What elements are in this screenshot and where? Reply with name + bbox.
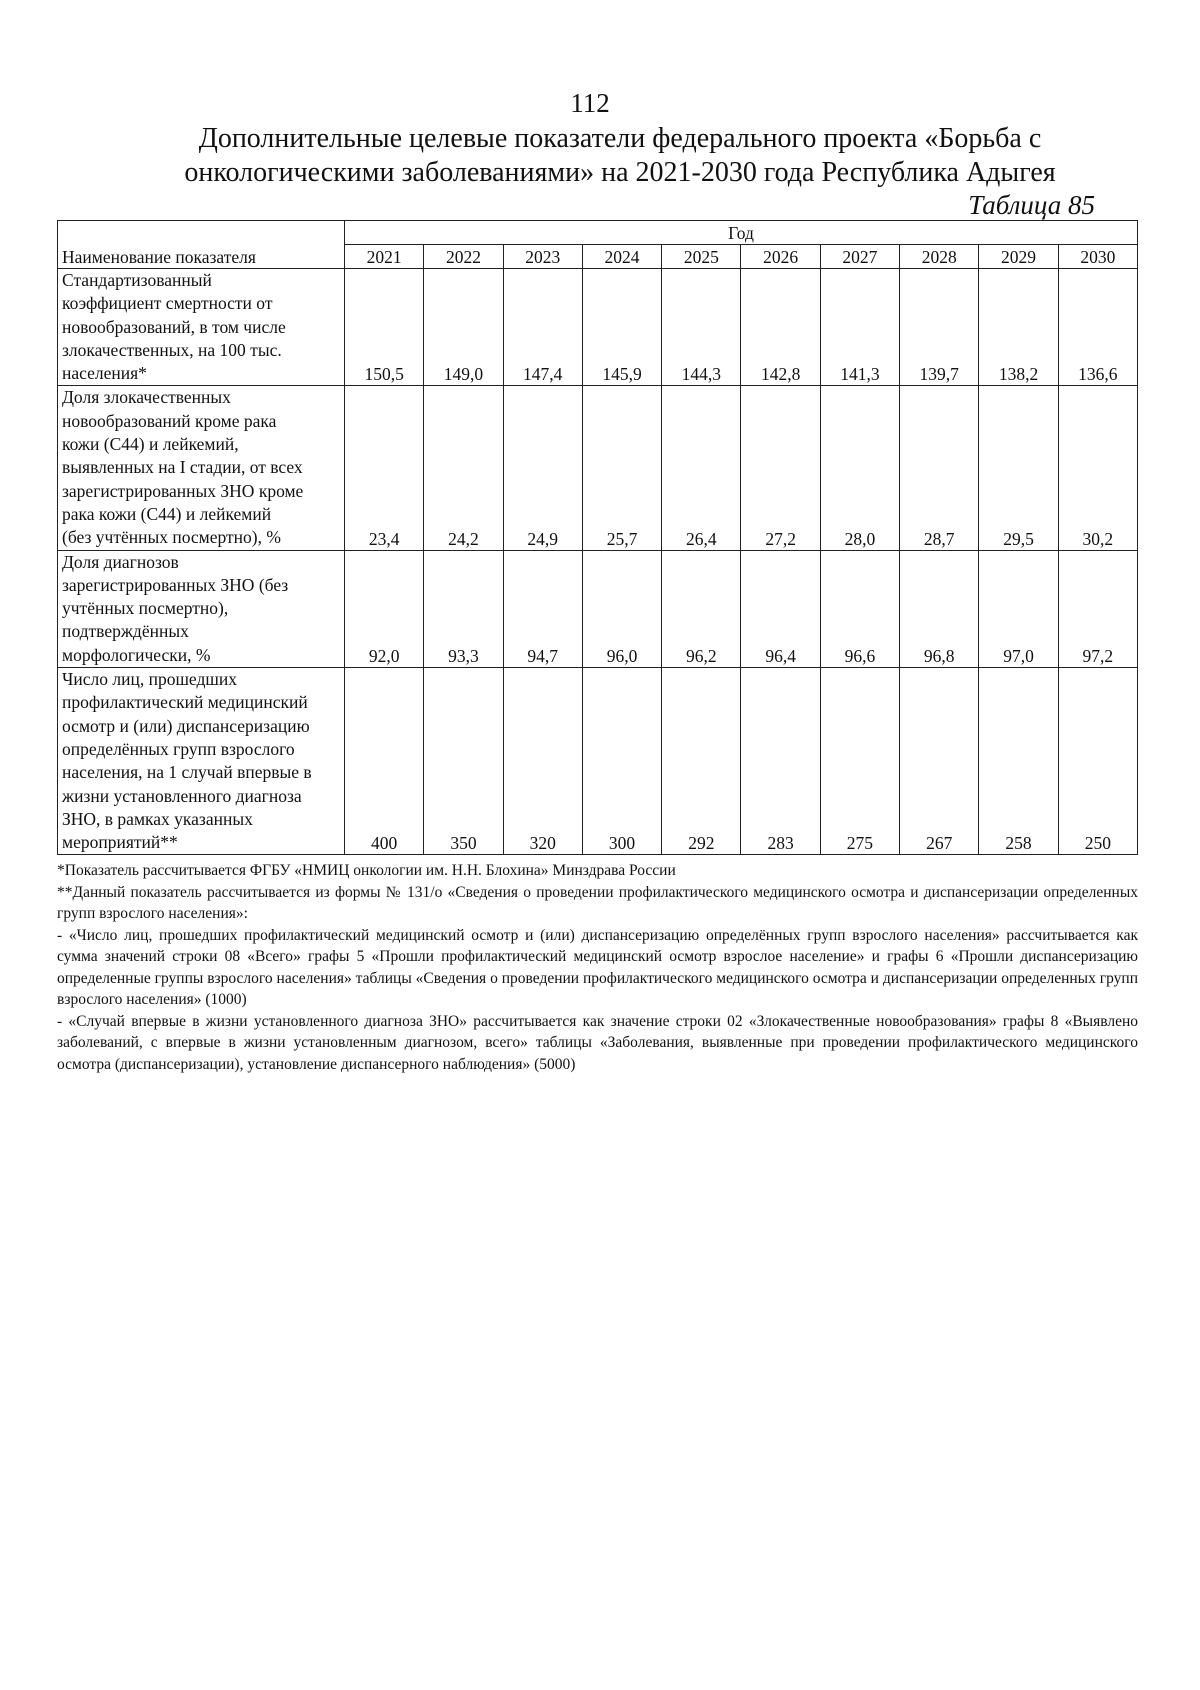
- year-header: 2023: [503, 245, 582, 269]
- document-title: [60, 122, 1180, 190]
- indicator-name-line: Доля злокачественных: [62, 387, 231, 408]
- indicator-value: 320: [503, 668, 582, 855]
- indicator-name: [58, 386, 345, 550]
- indicator-name-line: жизни установленного диагноза: [62, 785, 302, 806]
- indicator-name-line: ЗНО, в рамках указанных: [62, 808, 253, 829]
- footnote: - «Случай впервые в жизни установленного диагноза ЗНО» рассчитывается как значение строки 02 «Злокачественные новообразования» графы 8 «Выявлено заболеваний, с впервые в жизни установленным диагнозом, всего» таблицы «Заболевания, выявленные при проведении профилактического медицинского осмотра (диспансеризации), установление диспансерного наблюдения» (5000): [57, 1012, 1138, 1073]
- table-header-row: [58, 221, 1138, 245]
- indicator-value: 142,8: [741, 269, 820, 386]
- indicator-value: 96,2: [662, 550, 741, 667]
- table-row: [58, 269, 1138, 386]
- title-line-2: онкологическими заболеваниями» на 2021-2030 года Республика Адыгея: [184, 157, 1056, 188]
- year-header: 2027: [820, 245, 899, 269]
- indicator-name-line: коэффициент смертности от: [62, 293, 273, 314]
- indicator-name-line: учтённых посмертно),: [62, 598, 229, 619]
- indicator-name-line: населения, на 1 случай впервые в: [62, 762, 312, 783]
- year-header: 2022: [424, 245, 503, 269]
- year-header: 2026: [741, 245, 820, 269]
- indicator-value: 92,0: [345, 550, 424, 667]
- indicator-value: 147,4: [503, 269, 582, 386]
- indicator-value: 267: [900, 668, 979, 855]
- indicator-name-line: определённых групп взрослого: [62, 738, 295, 759]
- indicator-value: 23,4: [345, 386, 424, 550]
- year-header: 2024: [582, 245, 661, 269]
- indicator-value: 138,2: [979, 269, 1058, 386]
- table-label: Таблица 85: [968, 190, 1095, 220]
- indicator-value: 350: [424, 668, 503, 855]
- indicator-name-line: морфологически, %: [62, 644, 211, 665]
- indicator-name-line: выявленных на I стадии, от всех: [62, 457, 303, 478]
- indicator-name-line: новообразований, в том числе: [62, 316, 286, 337]
- indicator-value: 275: [820, 668, 899, 855]
- table-body: [58, 269, 1138, 855]
- indicator-value: 300: [582, 668, 661, 855]
- year-header: 2028: [900, 245, 979, 269]
- indicator-value: 97,2: [1058, 550, 1137, 667]
- indicator-name-line: Число лиц, прошедших: [62, 669, 237, 690]
- title-line-1: Дополнительные целевые показатели федерального проекта «Борьба с: [198, 123, 1042, 154]
- indicator-value: 96,0: [582, 550, 661, 667]
- table-row: [58, 668, 1138, 855]
- indicator-name-line: зарегистрированных ЗНО кроме: [62, 480, 304, 501]
- year-header: 2025: [662, 245, 741, 269]
- indicators-table: [57, 220, 1138, 855]
- indicator-name-line: зарегистрированных ЗНО (без: [62, 574, 289, 595]
- indicator-value: 292: [662, 668, 741, 855]
- indicator-value: 24,9: [503, 386, 582, 550]
- indicator-value: 29,5: [979, 386, 1058, 550]
- indicator-name-line: кожи (С44) и лейкемий,: [62, 434, 239, 455]
- indicator-value: 96,6: [820, 550, 899, 667]
- indicator-name-line: новообразований кроме рака: [62, 410, 277, 431]
- indicator-name-line: Стандартизованный: [62, 270, 212, 290]
- indicator-value: 28,7: [900, 386, 979, 550]
- year-header: 2029: [979, 245, 1058, 269]
- indicator-value: 283: [741, 668, 820, 855]
- indicator-name-line: рака кожи (С44) и лейкемий: [62, 503, 272, 524]
- indicator-name-line: осмотр и (или) диспансеризацию: [62, 715, 310, 736]
- footnote: *Показатель рассчитывается ФГБУ «НМИЦ онкологии им. Н.Н. Блохина» Минздрава России: [57, 862, 676, 879]
- indicator-name-line: злокачественных, на 100 тыс.: [62, 339, 282, 360]
- table-row: [58, 550, 1138, 667]
- indicator-name-line: профилактический медицинский: [62, 692, 308, 713]
- indicator-value: 27,2: [741, 386, 820, 550]
- indicator-name-line: (без учтённых посмертно), %: [62, 527, 281, 548]
- indicator-value: 141,3: [820, 269, 899, 386]
- indicator-value: 30,2: [1058, 386, 1137, 550]
- indicator-value: 149,0: [424, 269, 503, 386]
- indicator-value: 25,7: [582, 386, 661, 550]
- indicator-value: 94,7: [503, 550, 582, 667]
- indicator-name-line: мероприятий**: [62, 832, 178, 853]
- indicator-name: [58, 668, 345, 855]
- indicator-value: 145,9: [582, 269, 661, 386]
- indicator-name-line: Доля диагнозов: [62, 551, 179, 572]
- indicator-value: 150,5: [345, 269, 424, 386]
- indicator-value: 26,4: [662, 386, 741, 550]
- indicator-value: 258: [979, 668, 1058, 855]
- indicator-value: 97,0: [979, 550, 1058, 667]
- page-number: 112: [570, 88, 610, 118]
- year-header: 2021: [345, 245, 424, 269]
- indicator-value: 139,7: [900, 269, 979, 386]
- indicator-name: [58, 269, 345, 386]
- indicator-value: 28,0: [820, 386, 899, 550]
- indicator-name: [58, 550, 345, 667]
- indicator-value: 93,3: [424, 550, 503, 667]
- indicator-name-line: населения*: [62, 363, 147, 384]
- indicator-value: 250: [1058, 668, 1137, 855]
- indicator-value: 24,2: [424, 386, 503, 550]
- indicator-name-line: подтверждённых: [62, 621, 189, 642]
- indicator-value: 136,6: [1058, 269, 1137, 386]
- indicator-value: 96,4: [741, 550, 820, 667]
- footnote: **Данный показатель рассчитывается из формы № 131/о «Сведения о проведении профилактического медицинского осмотра и диспансеризации определенных групп взрослого населения»:: [57, 883, 1138, 922]
- footnotes: [57, 860, 1138, 1075]
- indicator-value: 400: [345, 668, 424, 855]
- indicator-name-header: Наименование показателя: [58, 221, 345, 269]
- indicator-value: 96,8: [900, 550, 979, 667]
- table-row: [58, 386, 1138, 550]
- footnote: - «Число лиц, прошедших профилактический медицинский осмотр и (или) диспансеризацию определённых групп взрослого населения» рассчитывается как сумма значений строки 08 «Всего» графы 5 «Прошли профилактический медицинский осмотр взрослое население» и графы 6 «Прошли диспансеризацию определенные группы взрослого населения» таблицы «Сведения о проведении профилактического медицинского осмотра и диспансеризации определенных групп взрослого населения» (1000): [57, 926, 1138, 1008]
- year-group-header: Год: [345, 221, 1138, 245]
- year-header: 2030: [1058, 245, 1137, 269]
- indicator-value: 144,3: [662, 269, 741, 386]
